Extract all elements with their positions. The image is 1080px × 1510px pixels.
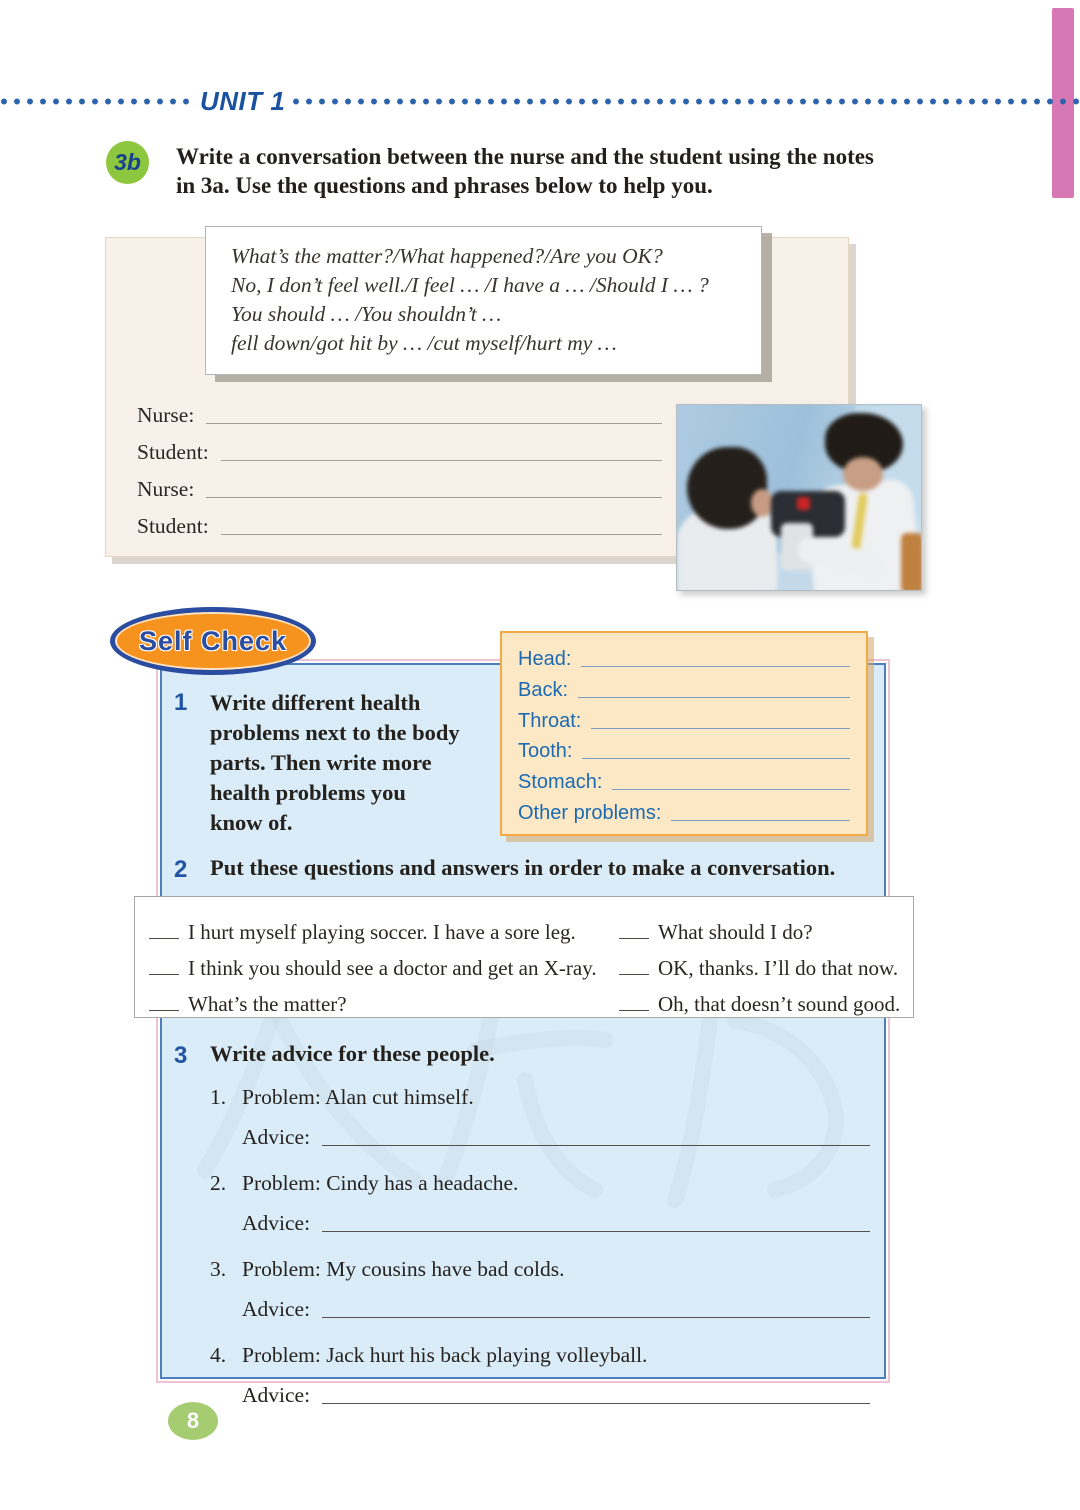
task3-number: 3: [174, 1042, 188, 1069]
dialogue-write-area: [137, 393, 662, 541]
dialogue-write-line[interactable]: [206, 497, 662, 498]
photo-content: [677, 405, 921, 590]
advice-item: [210, 1250, 870, 1322]
body-part-label: Throat:: [518, 709, 582, 732]
form-row: [518, 797, 850, 826]
dialogue-write-line[interactable]: [206, 423, 662, 424]
dialogue-row: [137, 467, 662, 504]
body-part-write-line[interactable]: [581, 666, 850, 667]
body-part-write-line[interactable]: [671, 820, 850, 821]
problem-row: [210, 1164, 870, 1196]
body-parts-form: [500, 631, 868, 836]
task2-number: 2: [174, 856, 188, 883]
conversation-right-column: [619, 909, 905, 1017]
task-3b-badge: [106, 141, 149, 184]
self-check-title-badge: [110, 607, 316, 675]
body-part-label: Head:: [518, 648, 572, 670]
advice-write-line[interactable]: [322, 1145, 870, 1146]
task-3b-instruction: [176, 142, 874, 200]
advice-write-line[interactable]: [322, 1403, 870, 1404]
task1-number: 1: [174, 689, 188, 716]
conversation-item: [619, 909, 905, 945]
conversation-sentence: I think you should see a doctor and get an X-ray.: [188, 956, 597, 980]
order-blank[interactable]: [149, 1010, 179, 1011]
form-row: [518, 766, 850, 795]
speaker-label: Nurse:: [137, 477, 195, 501]
body-part-write-line[interactable]: [612, 789, 850, 790]
conversation-sentence: I hurt myself playing soccer. I have a sore leg.: [188, 920, 576, 944]
conversation-ordering-box: [134, 896, 914, 1018]
order-blank[interactable]: [619, 1010, 649, 1011]
item-number: 2.: [210, 1171, 227, 1195]
task3-instruction: Write advice for these people.: [210, 1041, 495, 1066]
advice-label: Advice:: [242, 1125, 311, 1149]
form-row: [518, 643, 850, 672]
conversation-sentence: Oh, that doesn’t sound good.: [658, 992, 901, 1016]
form-row: [518, 735, 850, 764]
advice-label: Advice:: [242, 1383, 311, 1407]
dialogue-row: [137, 504, 662, 541]
conversation-item: [149, 945, 609, 981]
order-blank[interactable]: [149, 974, 179, 975]
conversation-item: [149, 981, 609, 1017]
dialogue-row: [137, 393, 662, 430]
self-check-title: Self Check: [138, 625, 288, 656]
form-row: [518, 674, 850, 703]
problem-text: Problem: Cindy has a headache.: [242, 1171, 519, 1195]
advice-item: [210, 1164, 870, 1236]
problem-row: [210, 1250, 870, 1282]
phrase-line: fell down/got hit by … /cut myself/hurt my …: [231, 331, 617, 355]
page-number: 8: [186, 1408, 200, 1433]
unit-title: UNIT 1: [200, 86, 286, 116]
body-part-write-line[interactable]: [578, 697, 850, 698]
problem-text: Problem: Alan cut himself.: [242, 1085, 474, 1109]
body-part-label: Back:: [518, 678, 569, 701]
order-blank[interactable]: [619, 938, 649, 939]
phrase-line: No, I don’t feel well./I feel … /I have a … /Should I … ?: [231, 273, 709, 297]
problem-text: Problem: My cousins have bad colds.: [242, 1257, 565, 1281]
speaker-label: Student:: [137, 440, 209, 464]
phrase-line: What’s the matter?/What happened?/Are you OK?: [231, 244, 663, 268]
problem-row: [210, 1078, 870, 1110]
advice-row: [242, 1206, 870, 1236]
advice-row: [242, 1292, 870, 1322]
conversation-item: [149, 909, 609, 945]
speaker-label: Student:: [137, 514, 209, 538]
order-blank[interactable]: [619, 974, 649, 975]
advice-write-line[interactable]: [322, 1231, 870, 1232]
dialogue-row: [137, 430, 662, 467]
phrase-hint-box: [205, 226, 762, 375]
item-number: 3.: [210, 1257, 227, 1281]
problem-text: Problem: Jack hurt his back playing volleyball.: [242, 1343, 648, 1367]
dotted-rule-right: [292, 97, 1080, 106]
conversation-sentence: What should I do?: [658, 920, 813, 944]
item-number: 1.: [210, 1085, 227, 1109]
advice-write-line[interactable]: [322, 1317, 870, 1318]
dialogue-write-line[interactable]: [221, 460, 662, 461]
body-part-label: Stomach:: [518, 771, 603, 794]
order-blank[interactable]: [149, 938, 179, 939]
task2-instruction: Put these questions and answers in order to make a conversation.: [210, 855, 836, 880]
form-row: [518, 705, 850, 734]
task-3b-instruction-line1: Write a conversation between the nurse and the student using the notes: [176, 144, 874, 169]
advice-label: Advice:: [242, 1211, 311, 1235]
task1-instruction: Write different health problems next to the body parts. Then write more health problems you know of.: [210, 690, 460, 835]
task-3b-instruction-line2: in 3a. Use the questions and phrases below to help you.: [176, 173, 713, 198]
advice-items: [210, 1078, 870, 1422]
body-part-label: Tooth:: [518, 740, 573, 763]
conversation-item: [619, 981, 905, 1017]
dotted-rule-left: [0, 97, 190, 106]
body-part-label: Other problems:: [518, 801, 662, 824]
nurse-student-photo: [676, 404, 922, 591]
advice-row: [242, 1120, 870, 1150]
conversation-left-column: [149, 909, 609, 1017]
body-part-write-line[interactable]: [591, 728, 850, 729]
task-3b-badge-label: 3b: [114, 149, 141, 175]
advice-row: [242, 1378, 870, 1408]
problem-row: [210, 1336, 870, 1368]
conversation-item: [619, 945, 905, 981]
conversation-sentence: OK, thanks. I’ll do that now.: [658, 956, 899, 980]
advice-item: [210, 1078, 870, 1150]
item-number: 4.: [210, 1343, 227, 1367]
advice-item: [210, 1336, 870, 1408]
dialogue-write-line[interactable]: [221, 534, 662, 535]
advice-label: Advice:: [242, 1297, 311, 1321]
body-part-write-line[interactable]: [582, 758, 850, 759]
phrase-line: You should … /You shouldn’t …: [231, 302, 502, 326]
conversation-sentence: What’s the matter?: [188, 992, 347, 1016]
speaker-label: Nurse:: [137, 403, 195, 427]
